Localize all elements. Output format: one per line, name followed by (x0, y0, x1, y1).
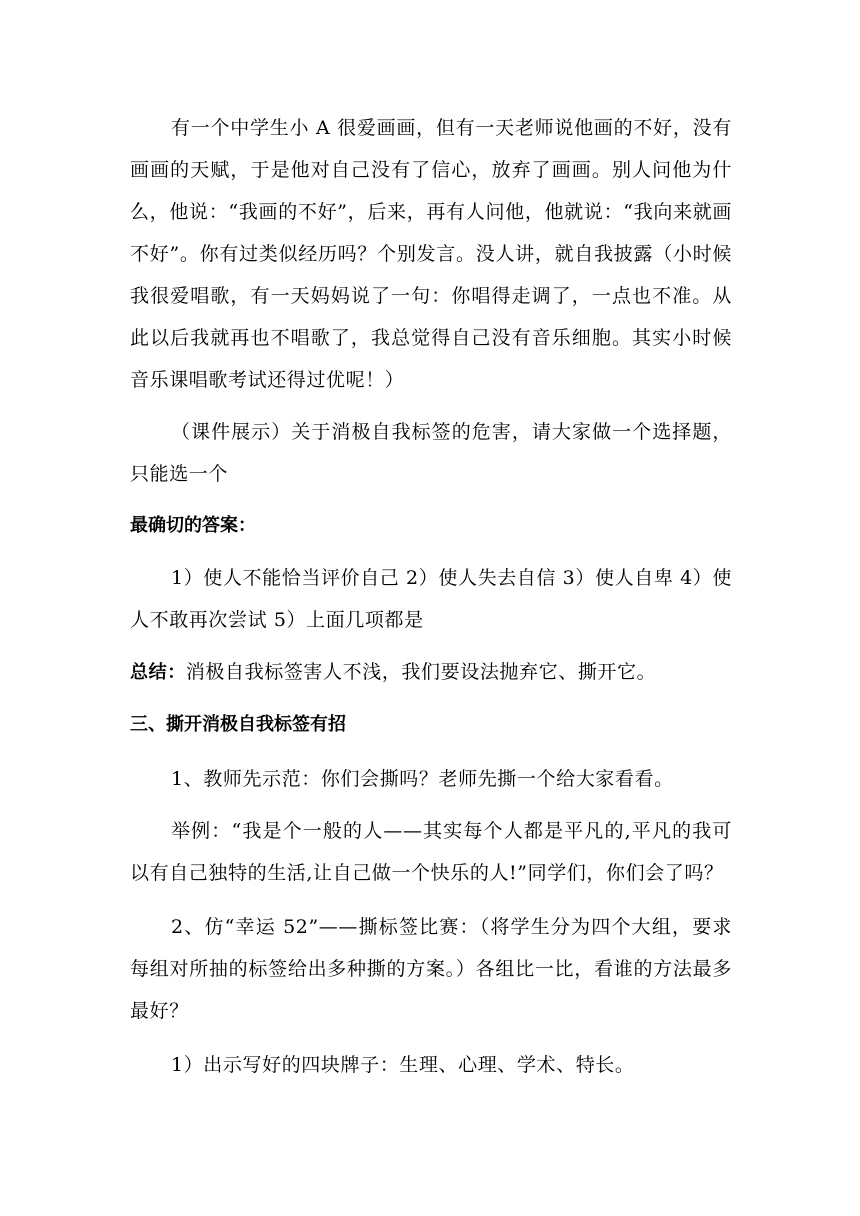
label-best-answer: 最确切的答案： (130, 515, 256, 536)
document-page (130, 107, 732, 1086)
paragraph-signs: 1）出示写好的四块牌子：生理、心理、学术、特长。 (171, 1054, 635, 1076)
paragraph-competition: 2、仿“幸运 52”——撕标签比赛：（将学生分为四个大组，要求每组对所抽的标签给出多种撕的方案。）各组比一比，看谁的方法最多最好？ (130, 916, 732, 1022)
paragraph-example: 举例：“我是个一般的人——其实每个人都是平凡的,平凡的我可以有自己独特的生活,让自己做一个快乐的人!”同学们，你们会了吗？ (130, 820, 732, 884)
paragraph-summary (130, 651, 732, 694)
paragraph-courseware: （课件展示）关于消极自我标签的危害，请大家做一个选择题，只能选一个 (130, 421, 732, 485)
paragraph-options: 1）使人不能恰当评价自己 2）使人失去自信 3）使人自卑 4）使人不敢再次尝试 5）上面几项都是 (130, 567, 732, 631)
paragraph-teacher-demo: 1、教师先示范：你们会撕吗？老师先撕一个给大家看看。 (171, 768, 674, 790)
summary-label: 总结： (130, 662, 186, 683)
paragraph-story: 有一个中学生小 A 很爱画画，但有一天老师说他画的不好，没有画画的天赋，于是他对自己没有了信心，放弃了画画。别人问他为什么，他说：“我画的不好”，后来，再有人问他，他就说：“我向来就画不好”。你有过类似经历吗？个别发言。没人讲，就自我披露（小时候我很爱唱歌，有一天妈妈说了一句：你唱得走调了，一点也不准。从此以后我就再也不唱歌了，我总觉得自己没有音乐细胞。其实小时候音乐课唱歌考试还得过优呢！） (130, 117, 732, 391)
section-heading-3: 三、撕开消极自我标签有招 (130, 714, 346, 735)
summary-text: 消极自我标签害人不浅，我们要设法抛弃它、撕开它。 (185, 661, 657, 683)
